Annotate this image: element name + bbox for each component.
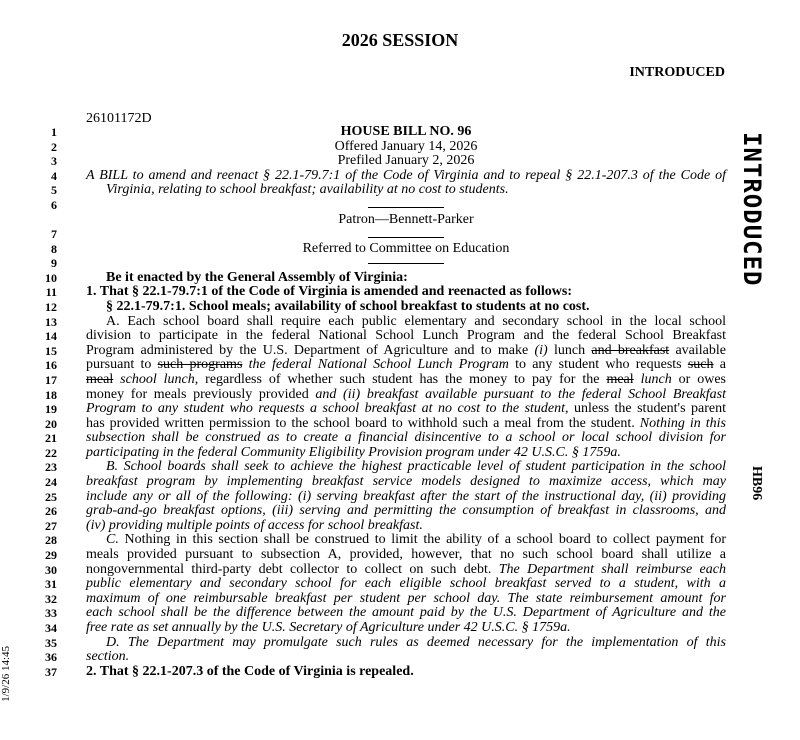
line-number: 10	[45, 270, 57, 285]
text-run: or owes	[671, 371, 727, 387]
line-number: 4	[51, 168, 57, 183]
inserted-text: public elementary and secondary school for each eligible school breakfast served to a student, with a	[86, 576, 726, 592]
line-number: 13	[45, 314, 57, 329]
document-number: 26101172D	[86, 111, 152, 126]
line-number: 35	[45, 635, 57, 650]
line-number: 1	[51, 125, 57, 139]
bill-text	[0, 125, 730, 679]
inserted-text: D. The Department may promulgate such rules as deemed necessary for the implementation of this	[106, 634, 726, 650]
line	[0, 650, 730, 665]
line-number: 8	[51, 241, 57, 256]
line	[0, 475, 730, 490]
line	[0, 315, 730, 330]
line	[0, 504, 730, 519]
line	[0, 548, 730, 563]
prefiled-date: Prefiled January 2, 2026	[337, 153, 475, 169]
committee-referral: Referred to Committee on Education	[302, 240, 510, 256]
inserted-text: school lunch	[120, 371, 195, 387]
line	[0, 490, 730, 505]
inserted-text: participating in the federal Community Eligibility Provision program under 42 U.S.C. § 1759a.	[86, 444, 621, 460]
session-heading: 2026 SESSION	[341, 30, 459, 50]
inserted-text: section.	[86, 649, 130, 665]
line-number: 28	[45, 533, 57, 548]
line-number: 21	[45, 431, 57, 446]
line-number: 6	[51, 197, 57, 212]
line	[0, 169, 730, 184]
text-run: money for meals previously provided	[86, 386, 316, 402]
offered-date: Offered January 14, 2026	[334, 138, 478, 154]
struck-text: such programs	[157, 357, 243, 373]
section-heading: § 22.1-79.7:1. School meals; availability of school breakfast to students at no cost.	[106, 298, 590, 314]
struck-text: such	[687, 357, 714, 373]
inserted-text: The Department shall reimburse each	[498, 561, 726, 577]
line	[0, 344, 730, 359]
separator-rule	[368, 207, 444, 208]
line-number: 12	[45, 299, 57, 314]
line-number: 36	[45, 650, 57, 665]
bill-summary: A BILL to amend and reenact § 22.1-79.7:1 of the Code of Virginia and to repeal § 22.1-207.3 of the Code of	[86, 167, 726, 183]
inserted-text: the federal National School Lunch Program	[248, 357, 509, 373]
text-line	[86, 373, 726, 388]
line	[0, 256, 730, 271]
text-run: a	[713, 357, 726, 373]
line	[0, 373, 730, 388]
line	[0, 460, 730, 475]
line	[0, 446, 730, 461]
inserted-text: grab-and-go breakfast options, (iii) serving and permitting the consumption of breakfast in classrooms, and	[86, 503, 726, 519]
line	[0, 577, 730, 592]
line-number: 26	[45, 504, 57, 519]
inserted-text: lunch	[640, 371, 672, 387]
bill-title: HOUSE BILL NO. 96	[340, 124, 472, 139]
line	[0, 665, 730, 680]
line	[0, 140, 730, 155]
struck-text: meal	[86, 371, 114, 387]
patron: Patron—Bennett-Parker	[338, 211, 474, 227]
line	[0, 592, 730, 607]
text-line	[86, 344, 726, 359]
line-number: 30	[45, 562, 57, 577]
text-run: nongovernmental third-party debt collector to collect on such debt.	[86, 561, 499, 577]
status-heading: INTRODUCED	[629, 65, 725, 80]
line-number: 18	[45, 387, 57, 402]
inserted-text: B. School boards shall seek to achieve the highest practicable level of student participation in the school	[106, 459, 726, 475]
text-line: meals provided pursuant to subsection A, provided, however, that no such school board shall utilize a	[86, 547, 726, 563]
line-number: 19	[45, 402, 57, 417]
line-number: 20	[45, 416, 57, 431]
line-number: 16	[45, 358, 57, 373]
print-timestamp: 1/9/26 14:45	[0, 646, 12, 702]
text-run: available	[669, 342, 726, 358]
text-run: pursuant to	[86, 357, 158, 373]
struck-text: meal	[606, 371, 634, 387]
line	[0, 606, 730, 621]
line-number: 5	[51, 183, 57, 198]
inserted-text: maximum of one reimbursable breakfast per student per school day. The state reimbursement amount for	[86, 590, 726, 606]
line	[0, 300, 730, 315]
line	[0, 417, 730, 432]
line	[0, 125, 730, 140]
inserted-text: each school shall be the difference between the amount paid by the U.S. Department of Agriculture and the	[86, 605, 726, 621]
text-run: has provided written permission to the school board to withhold such a meal from the student.	[86, 415, 640, 431]
line	[0, 431, 730, 446]
line-number: 7	[51, 227, 57, 242]
line-number: 27	[45, 518, 57, 533]
inserted-text: include any or all of the following: (i) serving breakfast after the start of the instructional day, (ii) providing	[86, 488, 726, 504]
inserted-text: subsection shall be construed as to create a financial disincentive to a school or local school division for	[86, 430, 726, 446]
line-number: 17	[45, 372, 57, 387]
line-number: 22	[45, 445, 57, 460]
line-number: 23	[45, 460, 57, 475]
side-bill-label: HB96	[749, 466, 764, 501]
inserted-text: (i)	[534, 342, 548, 358]
line	[0, 183, 730, 198]
line-number: 15	[45, 343, 57, 358]
line	[0, 198, 730, 213]
text-line	[86, 417, 726, 432]
text-line	[86, 402, 726, 417]
line-number: 37	[45, 664, 57, 679]
line-number: 29	[45, 548, 57, 563]
line	[0, 213, 730, 242]
text-line	[86, 388, 726, 403]
text-line: A. Each school board shall require each public elementary and secondary school in the local school	[106, 313, 726, 329]
repeal-clause: 2. That § 22.1-207.3 of the Code of Virginia is repealed.	[86, 663, 414, 679]
line	[0, 563, 730, 578]
line	[0, 636, 730, 651]
separator-rule	[368, 237, 444, 238]
line-number: 31	[45, 577, 57, 592]
text-run	[634, 372, 641, 387]
inserted-text: free rate as set annually by the U.S. Secretary of Agriculture under 42 U.S.C. § 1759a.	[86, 620, 571, 635]
line	[0, 285, 730, 300]
line	[0, 271, 730, 286]
inserted-text: Nothing in this	[639, 415, 726, 431]
separator-rule	[368, 263, 444, 264]
line-number: 2	[51, 139, 57, 154]
line	[0, 154, 730, 169]
bill-summary-cont: Virginia, relating to school breakfast; availability at no cost to students.	[106, 182, 509, 198]
section-1-clause: 1. That § 22.1-79.7:1 of the Code of Virginia is amended and reenacted as follows:	[86, 284, 572, 300]
line-number: 34	[45, 621, 57, 635]
line-number: 33	[45, 606, 57, 621]
text-run: , unless the student's parent	[565, 401, 726, 417]
line	[0, 402, 730, 417]
inserted-text: (iv) providing multiple points of access for school breakfast.	[86, 517, 423, 533]
inserted-text: and (ii) breakfast available pursuant to the federal School Breakfast	[315, 386, 726, 402]
inserted-text: Program to any student who requests a school breakfast at no cost to the student	[86, 401, 566, 417]
side-status-label: INTRODUCED	[738, 132, 766, 287]
line	[0, 242, 730, 257]
line-number: 9	[51, 256, 57, 271]
line-number: 32	[45, 591, 57, 606]
text-line: division to participate in the federal National School Lunch Program and the federal School Breakfast	[86, 328, 726, 344]
enacting-clause: Be it enacted by the General Assembly of Virginia:	[106, 269, 408, 285]
text-run: , regardless of whether such student has the money to pay for the	[194, 371, 607, 387]
line	[0, 533, 730, 548]
inserted-text: C.	[106, 532, 119, 548]
text-run: lunch	[547, 342, 592, 358]
text-run: Nothing in this section shall be construed to limit the ability of a school board to collect payment for	[118, 532, 726, 548]
text-line	[86, 563, 726, 578]
line	[0, 358, 730, 373]
line-number: 11	[45, 285, 57, 300]
text-run: to any student who requests	[508, 357, 688, 373]
text-run: Program administered by the U.S. Department of Agriculture and to make	[86, 342, 535, 358]
line-number: 25	[45, 489, 57, 504]
struck-text: and breakfast	[591, 342, 670, 358]
text-line	[86, 533, 726, 548]
line-number: 14	[45, 329, 57, 344]
line	[0, 329, 730, 344]
line	[0, 621, 730, 636]
line	[0, 519, 730, 534]
text-line	[86, 358, 726, 373]
line-number: 24	[45, 475, 57, 490]
line-number: 3	[51, 154, 57, 169]
line	[0, 388, 730, 403]
inserted-text: breakfast program by implementing breakfast service models designed to maximize access, which may	[86, 474, 726, 490]
